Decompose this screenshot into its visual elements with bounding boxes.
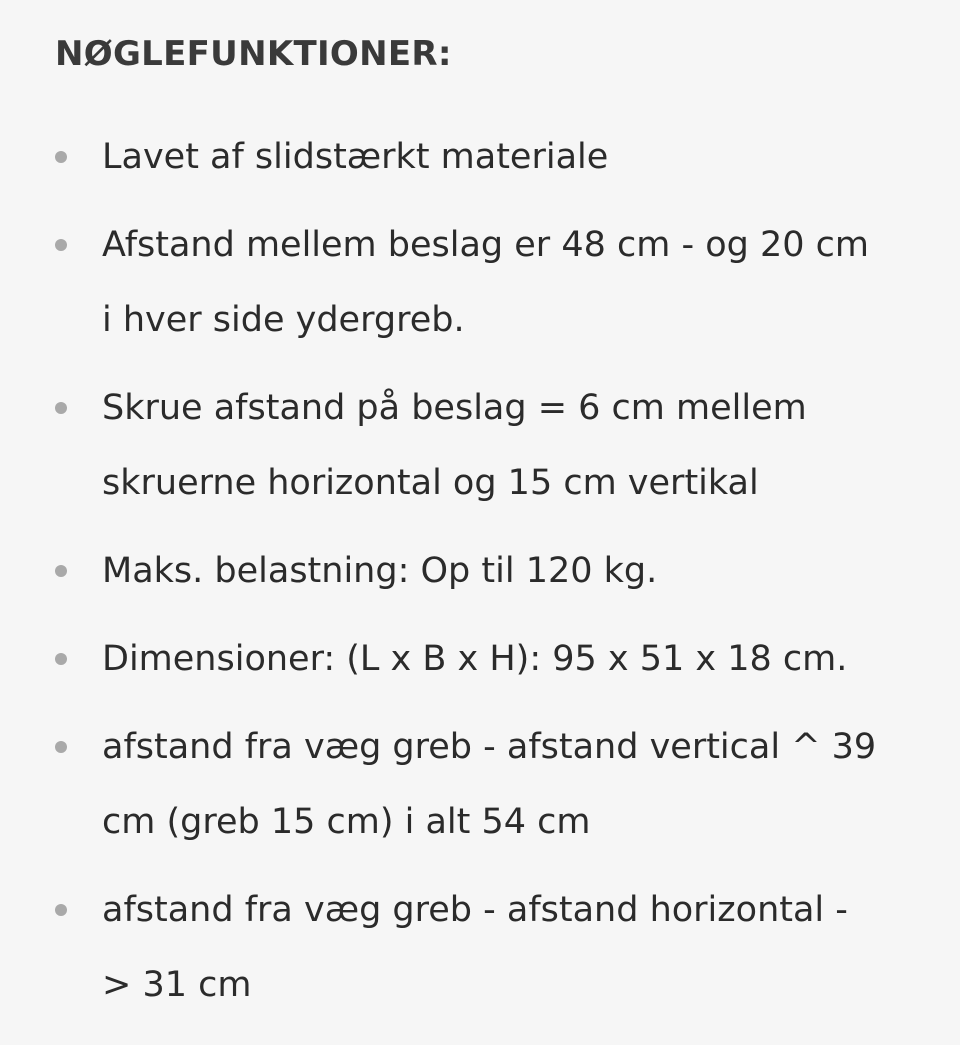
feature-item [0,208,960,358]
bullet-icon [55,741,67,753]
feature-text: Lavet af slidstærkt materiale [102,137,609,177]
section-heading: NØGLEFUNKTIONER: [55,34,452,74]
feature-text: Afstand mellem beslag er 48 cm - og 20 cm i hver side ydergreb. [102,225,869,340]
feature-text: Dimensioner: (L x B x H): 95 x 51 x 18 cm. [102,639,848,679]
feature-text: afstand fra væg greb - afstand vertical ^ 39 cm (greb 15 cm) i alt 54 cm [102,727,877,842]
bullet-icon [55,402,67,414]
bullet-icon [55,653,67,665]
feature-text: Skrue afstand på beslag = 6 cm mellem skruerne horizontal og 15 cm vertikal [102,388,807,503]
feature-item [0,120,960,195]
feature-text: afstand fra væg greb - afstand horizontal - > 31 cm [102,890,848,1005]
feature-item [0,622,960,697]
bullet-icon [55,565,67,577]
feature-item [0,873,960,1023]
feature-list [0,120,960,1036]
feature-item [0,710,960,860]
feature-text: Maks. belastning: Op til 120 kg. [102,551,658,591]
bullet-icon [55,904,67,916]
feature-item [0,371,960,521]
bullet-icon [55,151,67,163]
feature-item [0,534,960,609]
bullet-icon [55,239,67,251]
